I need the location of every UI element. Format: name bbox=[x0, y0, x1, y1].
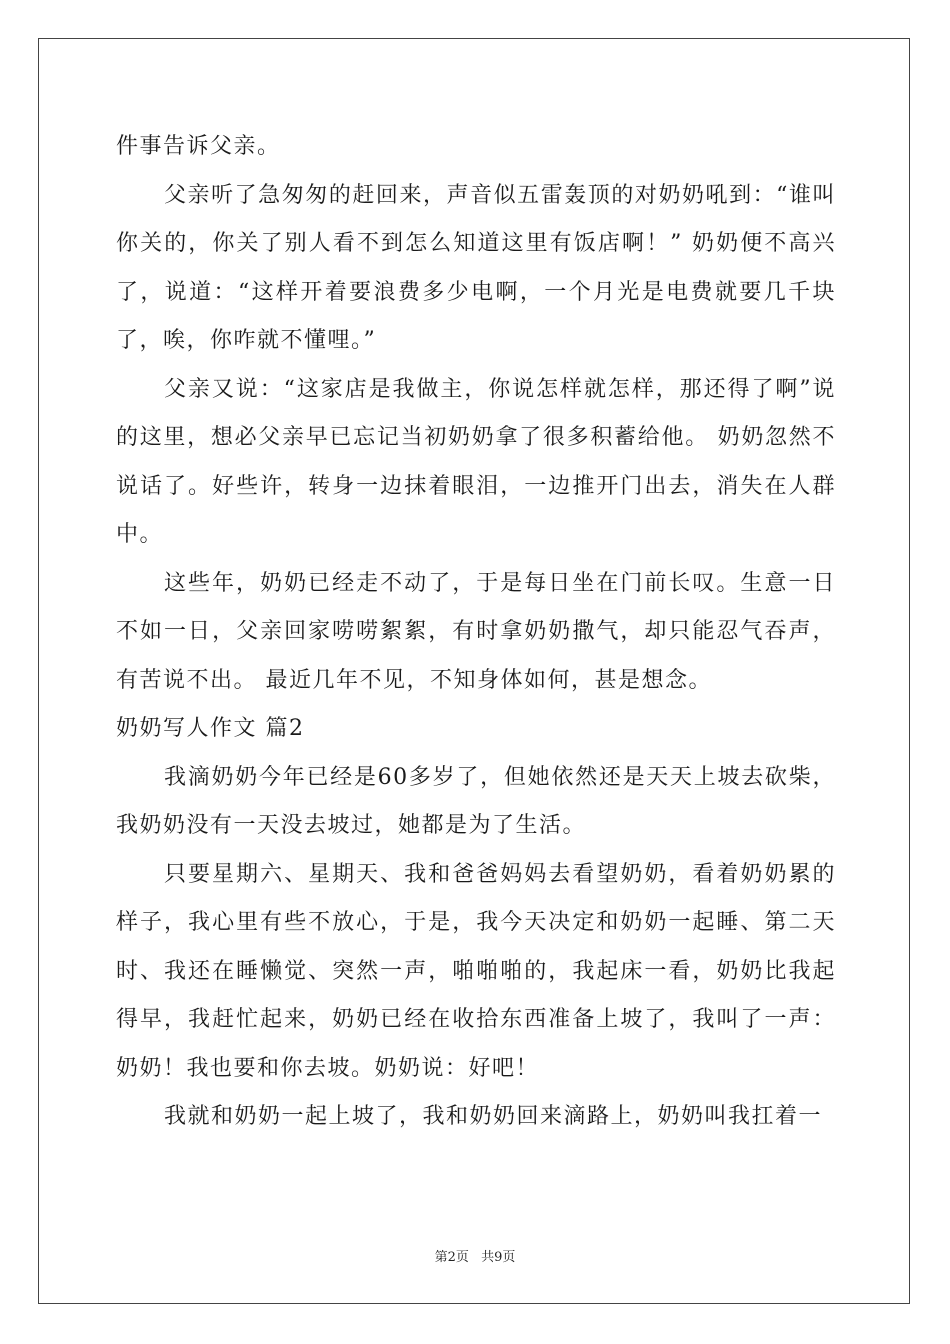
paragraph: 我就和奶奶一起上坡了，我和奶奶回来滴路上，奶奶叫我扛着一 bbox=[164, 1104, 823, 1129]
document-body bbox=[116, 123, 836, 1142]
paragraph-continuation: 件事告诉父亲。 bbox=[116, 134, 281, 159]
paragraph: 只要星期六、星期天、我和爸爸妈妈去看望奶奶，看着奶奶累的样子，我心里有些不放心，于是，我今天决定和奶奶一起睡、第二天时、我还在睡懒觉、突然一声，啪啪啪的，我起床一看，奶奶比我起得早，我赶忙起来，奶奶已经在收拾东西准备上坡了，我叫了一声：奶奶！我也要和你去坡。奶奶说：好吧！ bbox=[116, 861, 836, 1081]
page-footer bbox=[0, 1246, 950, 1265]
paragraph: 这些年，奶奶已经走不动了，于是每日坐在门前长叹。生意一日不如一日，父亲回家唠唠絮絮，有时拿奶奶撒气，却只能忍气吞声，有苦说不出。 最近几年不见，不知身体如何，甚是想念。 bbox=[116, 570, 836, 693]
paragraph: 父亲又说：“这家店是我做主，你说怎样就怎样，那还得了啊”说的这里，想必父亲早已忘记当初奶奶拿了很多积蓄给他。 奶奶忽然不说话了。好些许，转身一边抹着眼泪，一边推开门出去，消失在人群中。 bbox=[116, 376, 836, 547]
page-number-total: 共9页 bbox=[481, 1250, 516, 1265]
page-number-current: 第2页 bbox=[434, 1250, 469, 1265]
paragraph: 父亲听了急匆匆的赶回来，声音似五雷轰顶的对奶奶吼到：“谁叫你关的，你关了别人看不到怎么知道这里有饭店啊！” 奶奶便不高兴了，说道：“这样开着要浪费多少电啊，一个月光是电费就要几千块了，唉，你咋就不懂哩。” bbox=[116, 182, 836, 353]
paragraph: 我滴奶奶今年已经是60多岁了，但她依然还是天天上坡去砍柴，我奶奶没有一天没去坡过，她都是为了生活。 bbox=[116, 764, 836, 838]
section-heading: 奶奶写人作文 篇2 bbox=[116, 716, 305, 741]
